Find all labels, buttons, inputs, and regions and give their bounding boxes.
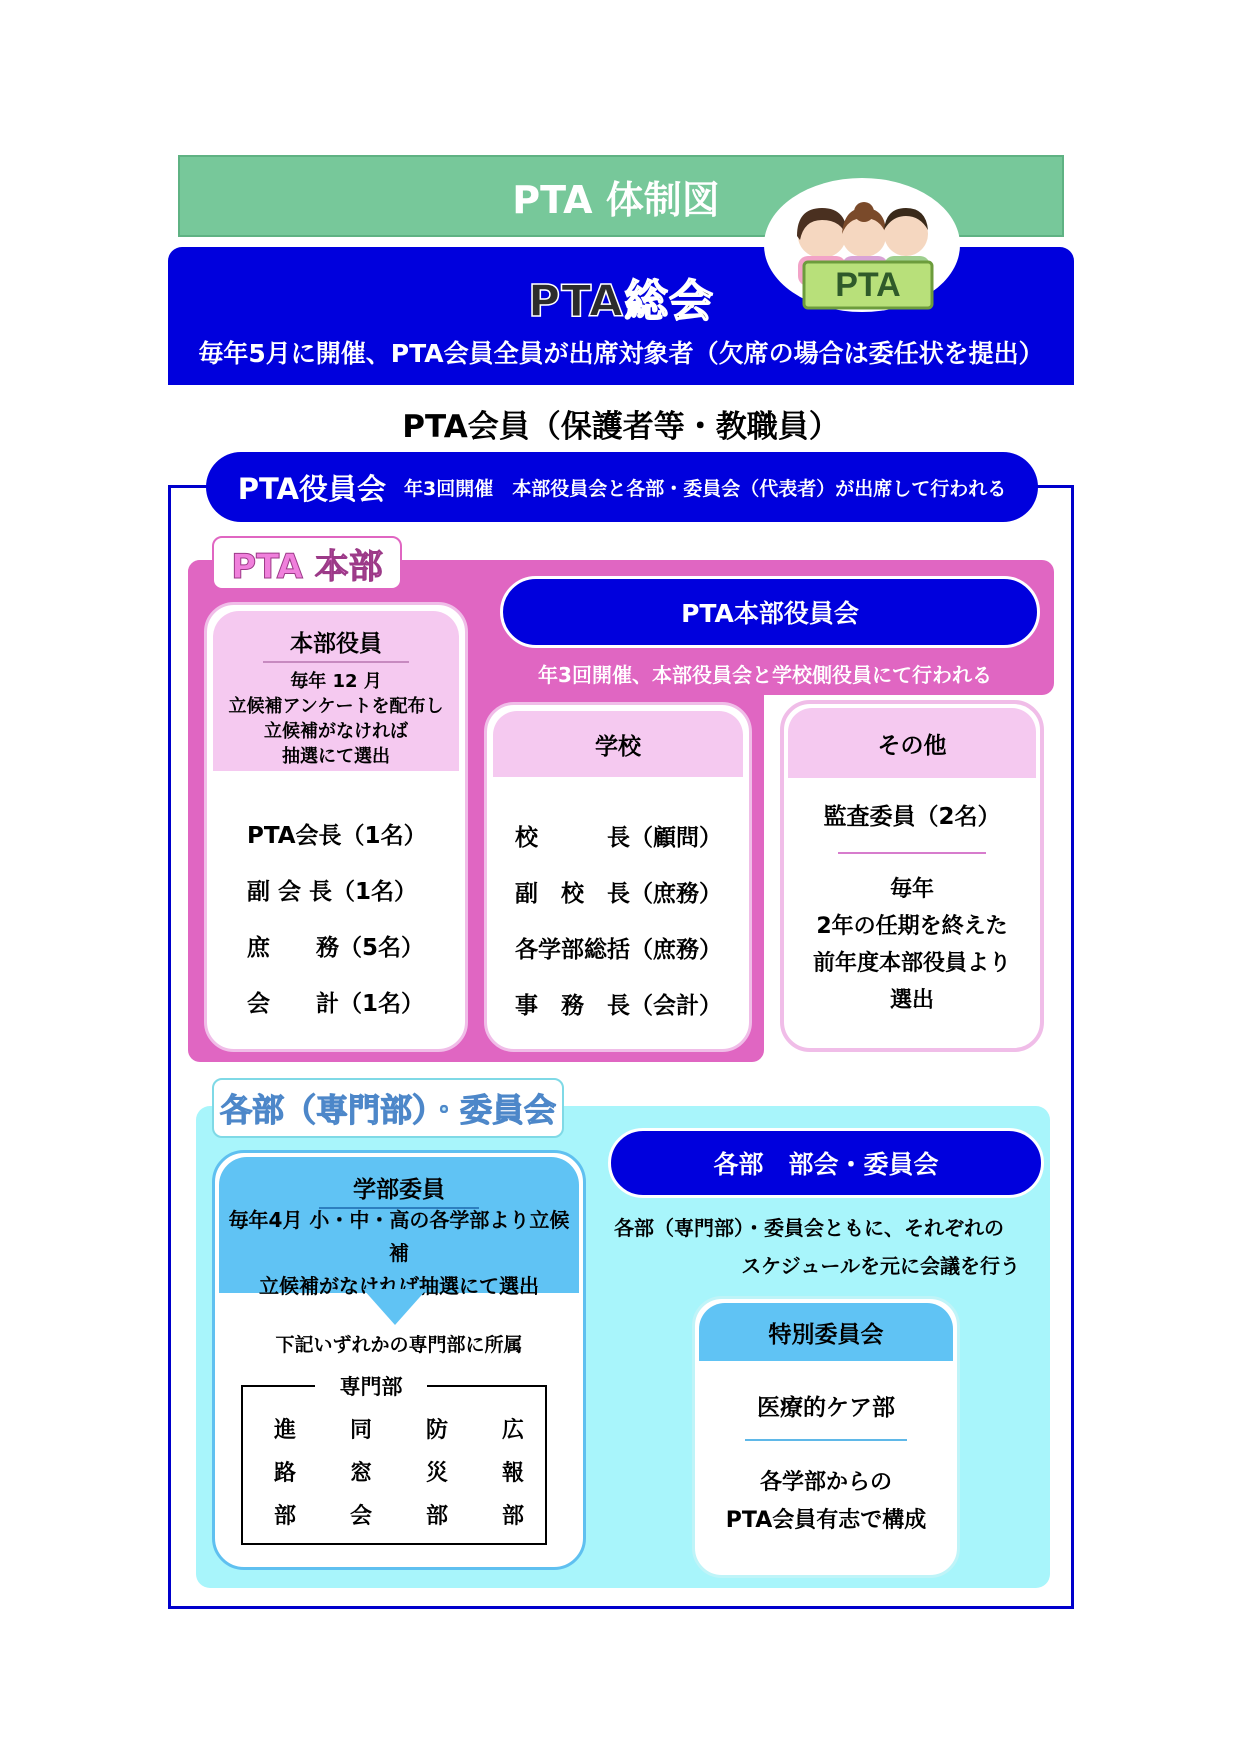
special-committee-card xyxy=(692,1296,960,1578)
hq-officers-role-list xyxy=(247,805,447,1029)
other-description-line: 2年の任期を終えた xyxy=(816,914,1008,939)
hq-officers-description-line: 毎年 12 月 xyxy=(290,671,382,692)
officers-council-title: PTA役員会 xyxy=(237,471,386,506)
hq-officers-description-line: 立候補がなければ xyxy=(264,721,408,742)
specialty-char: 広 xyxy=(501,1418,524,1443)
specialty-char: 部 xyxy=(425,1504,448,1529)
role-item: 各学部総括（庶務） xyxy=(515,936,722,963)
hq-officers-description xyxy=(213,669,459,769)
hq-officers-title: 本部役員 xyxy=(290,630,382,657)
other-description-line: 毎年 xyxy=(889,877,934,902)
special-committee-title: 特別委員会 xyxy=(699,1303,953,1361)
specialty-column xyxy=(323,1407,399,1536)
pta-sign-text: PTA xyxy=(835,266,901,304)
departments-tab: 各部（専門部）・委員会 xyxy=(212,1078,564,1138)
specialty-title: 専門部 xyxy=(315,1371,427,1401)
divider xyxy=(745,1439,907,1441)
pta-members-label: PTA会員（保護者等・教職員） xyxy=(402,408,840,445)
school-card xyxy=(484,702,752,1052)
special-committee-description-line: 各学部からの xyxy=(759,1470,892,1495)
divider xyxy=(838,852,986,854)
auditor-role: 監査委員（2名） xyxy=(823,803,1001,830)
other-description-line: 選出 xyxy=(889,988,934,1013)
general-assembly-title: PTA総会 xyxy=(528,276,714,327)
role-item: 庶 務（5名） xyxy=(247,934,425,961)
specialty-char: 窓 xyxy=(349,1461,372,1486)
specialty-char: 路 xyxy=(273,1461,296,1486)
hq-council-description: 年3回開催、本部役員会と学校側役員にて行われる xyxy=(538,662,992,687)
other-description-line: 前年度本部役員より xyxy=(812,951,1011,976)
parents-illustration xyxy=(764,178,960,312)
hq-officers-card xyxy=(204,602,468,1052)
department-committee-description-line: 毎年4月 小・中・高の各学部より立候補 xyxy=(228,1207,570,1265)
specialty-char: 部 xyxy=(273,1504,296,1529)
headquarters-tab: PTA 本部 xyxy=(212,536,402,590)
department-meeting-pill: 各部 部会・委員会 xyxy=(608,1128,1044,1198)
specialty-char: 報 xyxy=(501,1461,524,1486)
officers-council-description: 年3回開催 本部役員会と各部・委員会（代表者）が出席して行われる xyxy=(404,477,1007,500)
specialty-char: 進 xyxy=(273,1418,296,1443)
down-arrow-icon xyxy=(363,1289,427,1325)
special-committee-description-line: PTA会員有志で構成 xyxy=(725,1508,927,1533)
department-meeting-description-line: 各部（専門部）・委員会ともに、それぞれの xyxy=(614,1215,1004,1240)
general-assembly-description: 毎年5月に開催、PTA会員全員が出席対象者（欠席の場合は委任状を提出） xyxy=(198,339,1044,368)
specialty-char: 防 xyxy=(425,1418,448,1443)
divider xyxy=(263,661,409,663)
department-committee-title: 学部委員 xyxy=(353,1176,445,1203)
specialty-char: 同 xyxy=(349,1418,372,1443)
specialty-column xyxy=(475,1407,551,1536)
role-item: 校 長（顧問） xyxy=(515,824,722,851)
role-item: 副 会 長（1名） xyxy=(247,878,418,905)
hq-officers-card-header xyxy=(213,611,459,771)
department-meeting-description-line: スケジュールを元に会議を行う xyxy=(741,1253,1020,1278)
specialty-char: 会 xyxy=(349,1504,372,1529)
school-role-list xyxy=(515,807,735,1031)
department-committee-description-line: 立候補がなければ抽選にて選出 xyxy=(259,1273,539,1298)
department-committee-header xyxy=(219,1157,579,1298)
department-committee-card xyxy=(212,1150,586,1570)
officers-council-pill xyxy=(206,452,1038,522)
specialty-grid xyxy=(247,1407,551,1536)
role-item: PTA会長（1名） xyxy=(247,822,427,849)
page-title: PTA 体制図 xyxy=(512,177,720,222)
three-parents-with-pta-sign-icon xyxy=(764,178,960,312)
hq-officers-description-line: 抽選にて選出 xyxy=(282,746,390,767)
role-item: 事 務 長（会計） xyxy=(515,992,722,1019)
hq-council-pill: PTA本部役員会 xyxy=(500,576,1040,648)
role-item: 会 計（1名） xyxy=(247,990,425,1017)
specialty-char: 災 xyxy=(425,1461,448,1486)
other-card xyxy=(780,700,1044,1052)
other-description xyxy=(784,870,1040,1020)
school-card-title: 学校 xyxy=(493,711,743,777)
role-item: 副 校 長（庶務） xyxy=(515,880,722,907)
specialty-char: 部 xyxy=(501,1504,524,1529)
special-committee-description xyxy=(695,1457,957,1547)
specialty-column xyxy=(399,1407,475,1536)
specialty-box xyxy=(241,1385,547,1545)
other-card-title: その他 xyxy=(788,708,1036,778)
hq-officers-description-line: 立候補アンケートを配布し xyxy=(228,696,444,717)
department-committee-description xyxy=(219,1207,579,1298)
department-note: 下記いずれかの専門部に所属 xyxy=(275,1333,523,1356)
specialty-column xyxy=(247,1407,323,1536)
special-committee-name: 医療的ケア部 xyxy=(757,1394,895,1421)
